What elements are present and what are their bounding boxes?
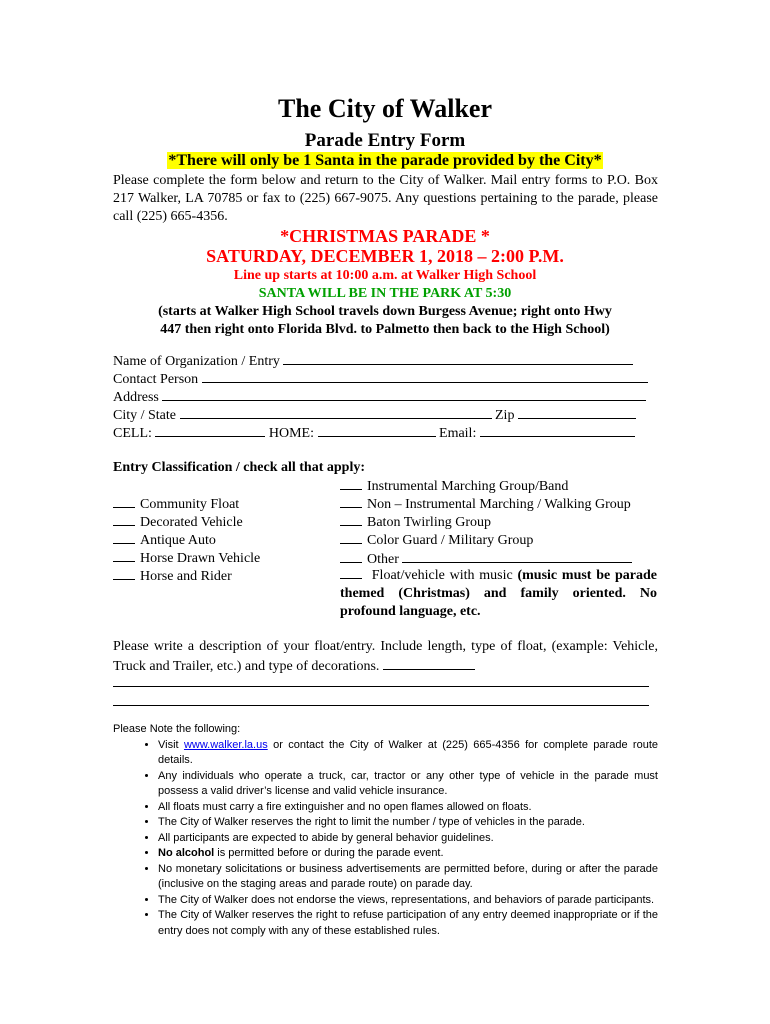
option-label: Antique Auto (140, 533, 216, 548)
notes-section (113, 722, 658, 939)
organization-row (113, 351, 633, 369)
list-item: • The City of Walker does not endorse the views, representations, and behaviors of parade participants. (158, 893, 658, 909)
cell-label: CELL: (113, 426, 152, 441)
phone-row (113, 423, 635, 441)
checkbox-blank[interactable] (113, 513, 135, 526)
option-antique-auto[interactable] (113, 531, 216, 550)
list-item: • The City of Walker reserves the right to refuse participation of any entry deemed inappropriate or if the entry does not comply with any of these established rules. (158, 908, 658, 939)
option-decorated-vehicle[interactable] (113, 513, 243, 532)
notes-list (113, 738, 658, 940)
cell-field[interactable] (155, 423, 265, 437)
contact-label: Contact Person (113, 372, 199, 387)
santa-note-row (0, 152, 770, 170)
checkbox-blank[interactable] (340, 531, 362, 544)
description-line[interactable] (113, 686, 649, 687)
option-label: Horse Drawn Vehicle (140, 551, 261, 566)
checkbox-blank[interactable] (340, 477, 362, 490)
music-label: Float/vehicle with music (371, 568, 513, 583)
notes-title: Please Note the following: (113, 723, 241, 735)
contact-field[interactable] (202, 369, 648, 383)
other-field[interactable] (402, 549, 632, 563)
intro-paragraph: Please complete the form below and return to the City of Walker. Mail entry forms to P.O. Box 217 Walker, LA 70785 or fax to (225) 667-9075. Any questions pertaining to the parade, please call (225) 665-4356. (113, 173, 658, 224)
no-alcohol-bold: No alcohol (158, 847, 215, 859)
music-note: (music must be parade themed (Christmas) and family oriented. No profound language, etc. (340, 568, 657, 619)
santa-park-info: SANTA WILL BE IN THE PARK AT 5:30 (258, 286, 512, 301)
description-prompt (113, 638, 658, 676)
city-state-label: City / State (113, 408, 176, 423)
checkbox-blank[interactable] (340, 550, 362, 563)
checkbox-blank[interactable] (113, 549, 135, 562)
parade-date: SATURDAY, DECEMBER 1, 2018 – 2:00 P.M. (206, 246, 564, 266)
organization-field[interactable] (283, 351, 633, 365)
list-item: • No monetary solicitations or business advertisements are permitted before, during or after the parade (inclusive on the staging areas and parade route) on parade day. (158, 862, 658, 893)
option-label: Other (367, 552, 399, 567)
address-row (113, 387, 646, 405)
alcohol-rest: is permitted before or during the parade event. (217, 847, 444, 859)
zip-field[interactable] (518, 405, 636, 419)
visit-prefix: Visit (158, 738, 179, 751)
home-field[interactable] (318, 423, 436, 437)
checkbox-blank[interactable] (340, 513, 362, 526)
parade-name: *CHRISTMAS PARADE * (280, 226, 490, 246)
list-item (158, 738, 658, 769)
option-label: Baton Twirling Group (367, 515, 491, 530)
description-text: Please write a description of your float/entry. Include length, type of float, (example: Vehicle, Truck and Trailer, etc.) and type of decorations. (113, 639, 658, 674)
form-subtitle: Parade Entry Form (304, 130, 466, 151)
option-label: Decorated Vehicle (140, 515, 243, 530)
address-label: Address (113, 390, 159, 405)
city-state-field[interactable] (180, 405, 492, 419)
walker-website-link[interactable]: www.walker.la.us (183, 738, 268, 751)
list-item (158, 846, 658, 862)
santa-note-highlight: *There will only be 1 Santa in the parade provided by the City* (168, 152, 602, 169)
email-field[interactable] (480, 423, 635, 437)
checkbox-blank[interactable] (113, 567, 135, 580)
address-field[interactable] (162, 387, 646, 401)
route-info: (starts at Walker High School travels down Burgess Avenue; right onto Hwy 447 then right onto Florida Blvd. to Palmetto then back to the High School) (158, 304, 612, 337)
music-option[interactable] (340, 566, 657, 621)
option-label: Instrumental Marching Group/Band (367, 479, 569, 494)
option-horse-rider[interactable] (113, 567, 232, 586)
list-item: • All participants are expected to abide by general behavior guidelines. (158, 831, 658, 847)
list-item: • The City of Walker reserves the right to limit the number / type of vehicles in the parade. (158, 815, 658, 831)
zip-label: Zip (495, 408, 515, 423)
option-label: Color Guard / Military Group (367, 533, 534, 548)
option-baton[interactable] (340, 513, 491, 532)
description-line[interactable] (113, 705, 649, 706)
checkbox-blank[interactable] (113, 531, 135, 544)
city-state-row (113, 405, 636, 423)
option-horse-drawn[interactable] (113, 549, 260, 568)
checkbox-blank[interactable] (340, 566, 362, 579)
lineup-info: Line up starts at 10:00 a.m. at Walker High School (233, 268, 537, 283)
home-label: HOME: (268, 426, 315, 441)
checkbox-blank[interactable] (340, 495, 362, 508)
email-label: Email: (439, 426, 477, 441)
option-label: Non – Instrumental Marching / Walking Group (367, 497, 631, 512)
description-field-start[interactable] (383, 656, 475, 670)
option-label: Horse and Rider (140, 569, 232, 584)
checkbox-blank[interactable] (113, 495, 135, 508)
list-item: • All floats must carry a fire extinguisher and no open flames allowed on floats. (158, 800, 658, 816)
option-community-float[interactable] (113, 495, 239, 514)
page-title: The City of Walker (277, 94, 493, 123)
option-label: Community Float (140, 497, 240, 512)
list-item: • Any individuals who operate a truck, car, tractor or any other type of vehicle in the parade must possess a valid driver’s license and valid vehicle insurance. (158, 769, 658, 800)
option-color-guard[interactable] (340, 531, 533, 550)
option-non-instrumental[interactable] (340, 495, 631, 514)
organization-label: Name of Organization / Entry (113, 354, 280, 369)
visit-suffix: or contact the City of Walker at (225) 665-4356 for complete parade route details. (158, 738, 658, 766)
contact-row (113, 369, 648, 387)
classification-title: Entry Classification / check all that apply: (113, 460, 366, 475)
option-instrumental[interactable] (340, 477, 568, 496)
